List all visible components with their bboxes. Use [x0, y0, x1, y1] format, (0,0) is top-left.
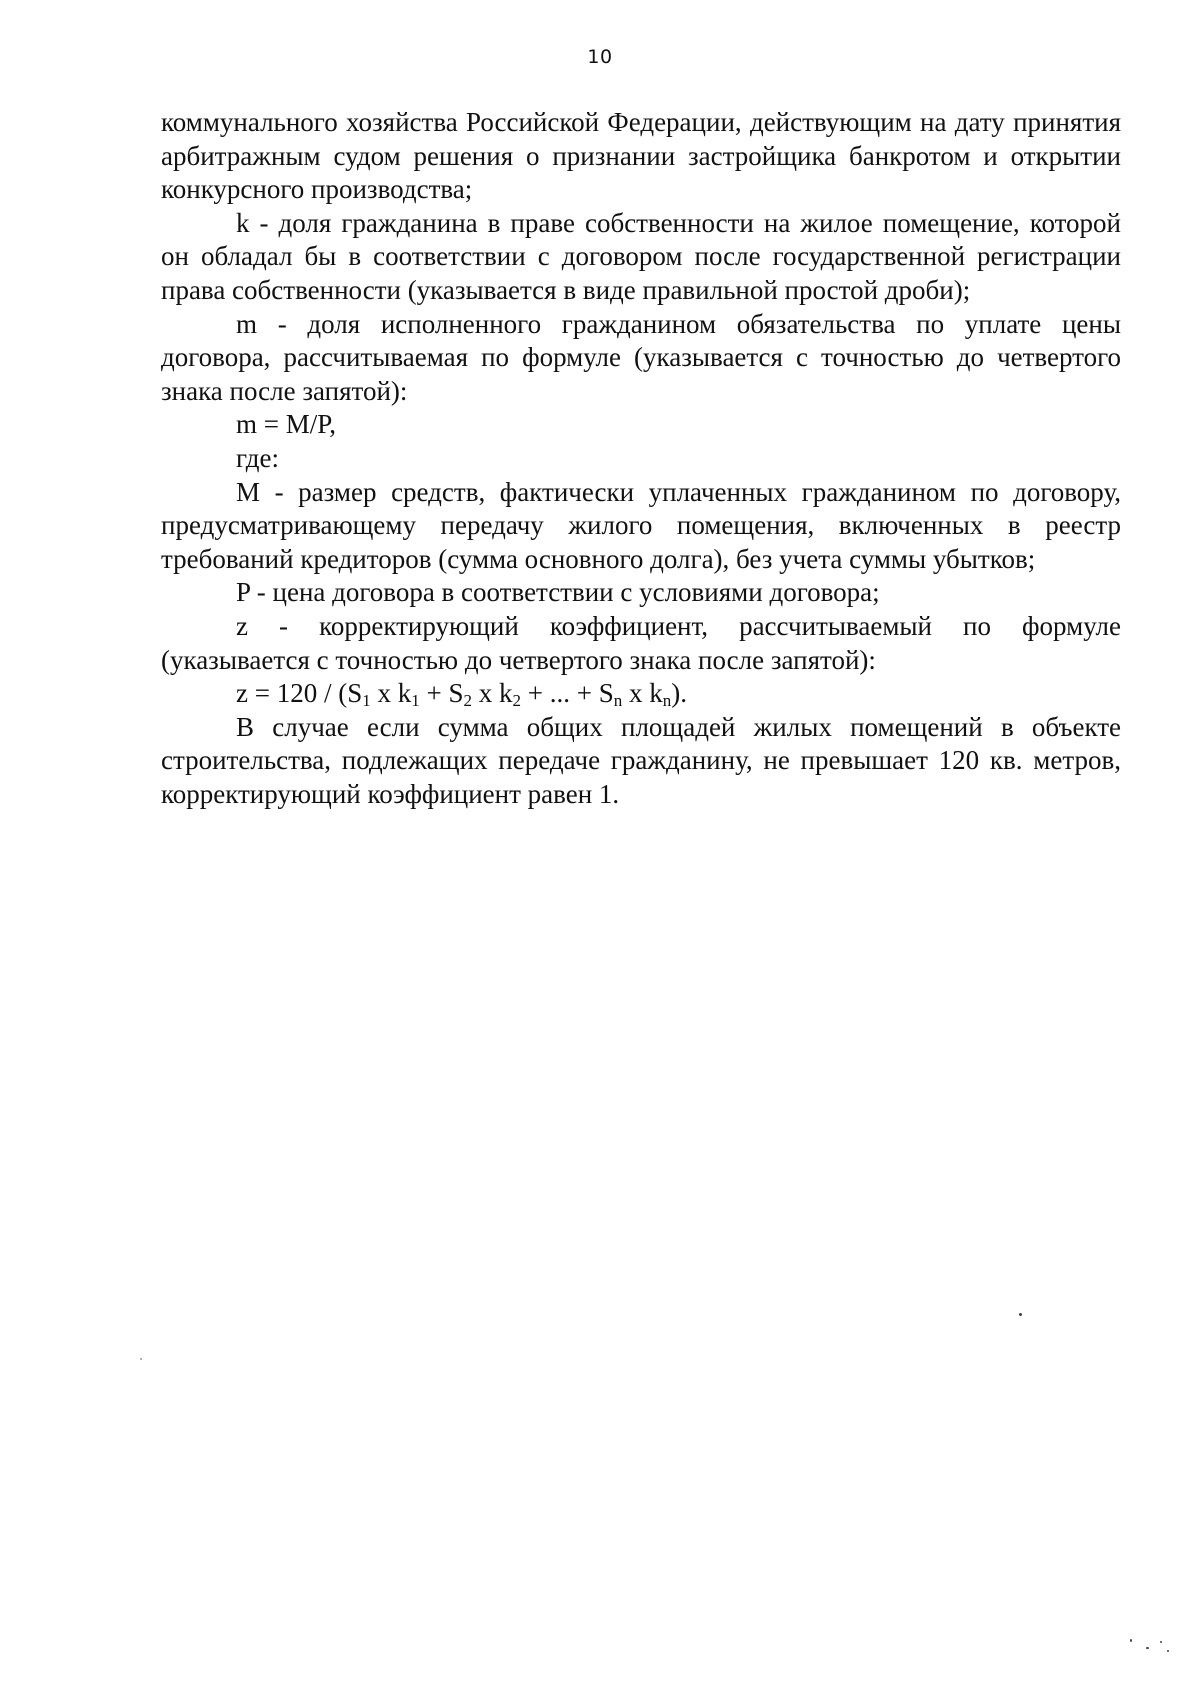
formula-z-term: + S [419, 678, 464, 709]
formula-z-tail: ). [671, 678, 687, 709]
formula-z-term: x k [471, 678, 513, 709]
paragraph-P-definition: P - цена договора в соответствии с условиями договора; [236, 577, 880, 608]
paragraph-area-case: В случае если сумма общих площадей жилых помещений в объекте строительства, подлежащих передаче гражданину, не превышает 120 кв. метров, корректирующий коэффициент равен 1. [161, 711, 1121, 809]
formula-z-sub: 2 [512, 691, 521, 711]
scan-speck [1130, 1639, 1132, 1642]
paragraph-z-definition: z - корректирующий коэффициент, рассчитываемый по формуле (указывается с точностью до четвертого знака после запятой): [161, 610, 1121, 675]
document-body [161, 106, 1121, 811]
scan-speck [1160, 1641, 1162, 1643]
formula-z-sub: n [662, 691, 672, 711]
page-number: 10 [587, 46, 613, 68]
formula-m: m = M/P, [236, 409, 337, 440]
formula-z-term: + ... + S [520, 678, 614, 709]
formula-z-sub: 2 [463, 691, 472, 711]
scan-speck [140, 1358, 142, 1360]
paragraph-where: где: [236, 442, 279, 473]
paragraph-k-definition: k - доля гражданина в праве собственности на жилое помещение, которой он обладал бы в соответствии с договором после государственной регистрации права собственности (указывается в виде правильной простой дроби); [161, 207, 1121, 305]
formula-z-sub: n [613, 691, 623, 711]
paragraph-M-definition: M - размер средств, фактически уплаченных гражданином по договору, предусматривающему передачу жилого помещения, включенных в реестр требований кредиторов (сумма основного долга), без учета суммы убытков; [161, 476, 1121, 574]
scan-speck [1146, 1647, 1149, 1649]
formula-z-sub: 1 [411, 691, 420, 711]
formula-z-term: x k [622, 678, 663, 709]
formula-z-term: x k [370, 678, 412, 709]
formula-z [161, 677, 1121, 711]
scan-speck [1167, 1650, 1169, 1652]
paragraph-continuation: коммунального хозяйства Российской Федерации, действующим на дату принятия арбитражным судом решения о признании застройщика банкротом и открытии конкурсного производства; [161, 107, 1121, 205]
scan-speck [1019, 1313, 1022, 1316]
paragraph-m-definition: m - доля исполненного гражданином обязательства по уплате цены договора, рассчитываемая по формуле (указывается с точностью до четвертого знака после запятой): [161, 308, 1121, 406]
formula-z-lead: z = 120 / (S [236, 678, 363, 709]
formula-z-sub: 1 [362, 691, 371, 711]
